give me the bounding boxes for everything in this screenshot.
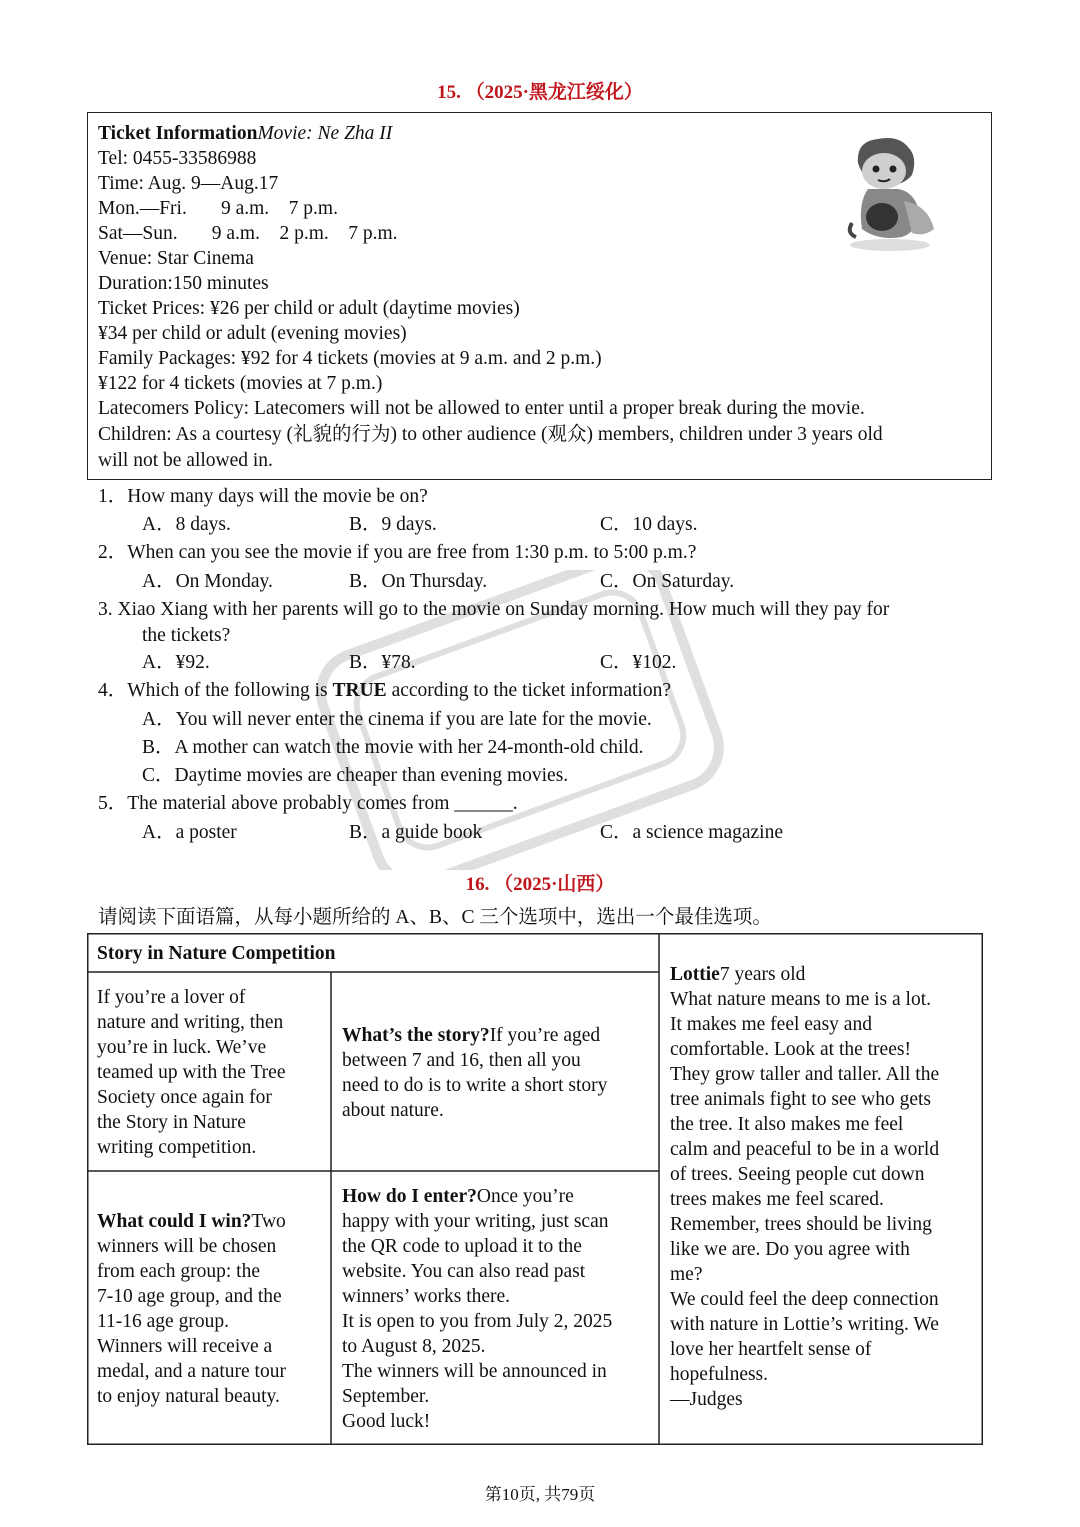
ticket-line: Family Packages: ¥92 for 4 tickets (movies at 9 a.m. and 2 p.m.) <box>98 348 602 369</box>
win-line: 11-16 age group. <box>97 1311 229 1332</box>
enter-line: September. <box>342 1386 430 1407</box>
question-4-stem <box>98 678 671 703</box>
question-3-stem: 3. Xiao Xiang with her parents will go to the movie on Sunday morning. How much will they pay for <box>98 599 890 620</box>
intro-line: If you’re a lover of <box>97 987 246 1008</box>
question-15-heading: 15. （2025·黑龙江绥化） <box>437 82 643 103</box>
lottie-name: Lottie <box>670 964 720 985</box>
story-cell <box>332 1023 659 1123</box>
intro-cell <box>87 985 331 1160</box>
question-4-option-a[interactable]: A．You will never enter the cinema if you are late for the movie. <box>142 709 652 730</box>
intro-line: the Story in Nature <box>97 1112 246 1133</box>
lottie-line: love her heartfelt sense of <box>670 1339 872 1360</box>
question-1-option-b[interactable]: B．9 days. <box>349 514 437 535</box>
page-number: 第10页, 共79页 <box>484 1485 596 1504</box>
lottie-line: the tree. It also makes me feel <box>670 1114 904 1135</box>
lottie-line: me? <box>670 1264 703 1285</box>
intro-line: writing competition. <box>97 1137 257 1158</box>
enter-line: It is open to you from July 2, 2025 <box>342 1311 613 1332</box>
enter-cell <box>332 1184 659 1434</box>
lottie-line: of trees. Seeing people cut down <box>670 1164 925 1185</box>
competition-table <box>87 933 983 1445</box>
question-3-option-c[interactable]: C．¥102. <box>600 652 677 673</box>
lottie-line: calm and peaceful to be in a world <box>670 1139 940 1160</box>
question-4-stem-true: TRUE <box>332 680 387 701</box>
question-16-instruction: 请阅读下面语篇，从每小题所给的 A、B、C 三个选项中，选出一个最佳选项。 <box>98 907 772 928</box>
lottie-line: comfortable. Look at the trees! <box>670 1039 911 1060</box>
win-cell <box>87 1209 331 1409</box>
movie-name: Movie: Ne Zha II <box>257 123 393 144</box>
lottie-line: We could feel the deep connection <box>670 1289 939 1310</box>
ticket-line: Latecomers Policy: Latecomers will not be allowed to enter until a proper break during the movie. <box>98 398 865 419</box>
story-line: between 7 and 16, then all you <box>342 1050 581 1071</box>
question-4-stem-a: 4．Which of the following is <box>98 680 333 701</box>
question-2-option-c[interactable]: C．On Saturday. <box>600 571 735 592</box>
lottie-line: with nature in Lottie’s writing. We <box>670 1314 939 1335</box>
ticket-line: ¥34 per child or adult (evening movies) <box>98 323 407 344</box>
win-heading: What could I win? <box>97 1211 252 1232</box>
table-title-cell <box>87 941 659 966</box>
enter-line <box>342 1184 649 1209</box>
question-3-option-a[interactable]: A．¥92. <box>142 652 210 673</box>
question-1-option-c[interactable]: C．10 days. <box>600 514 698 535</box>
win-line: Winners will receive a <box>97 1336 273 1357</box>
lottie-line: It makes me feel easy and <box>670 1014 872 1035</box>
question-2-option-b[interactable]: B．On Thursday. <box>349 571 488 592</box>
win-line: winners will be chosen <box>97 1236 277 1257</box>
lottie-line: —Judges <box>670 1389 743 1410</box>
ticket-line: will not be allowed in. <box>98 450 273 471</box>
ticket-line: Venue: Star Cinema <box>98 248 254 269</box>
enter-line: happy with your writing, just scan <box>342 1211 609 1232</box>
enter-line: Good luck! <box>342 1411 431 1432</box>
question-5-option-c[interactable]: C．a science magazine <box>600 822 783 843</box>
lottie-line: What nature means to me is a lot. <box>670 989 932 1010</box>
lottie-line: trees makes me feel scared. <box>670 1189 884 1210</box>
win-line <box>97 1209 321 1234</box>
ticket-line: Tel: 0455-33586988 <box>98 148 257 169</box>
question-5-stem: 5．The material above probably comes from ______. <box>98 793 518 814</box>
nezha-cartoon-icon <box>838 133 943 253</box>
ticket-line: Time: Aug. 9—Aug.17 <box>98 173 279 194</box>
story-heading: What’s the story? <box>342 1025 490 1046</box>
enter-line: the QR code to upload it to the <box>342 1236 582 1257</box>
intro-line: you’re in luck. We’ve <box>97 1037 267 1058</box>
question-3-stem-cont: the tickets? <box>142 625 231 646</box>
ticket-info-box <box>87 112 992 480</box>
question-1-option-a[interactable]: A．8 days. <box>142 514 231 535</box>
win-line: to enjoy natural beauty. <box>97 1386 280 1407</box>
ticket-line: Mon.—Fri. 9 a.m. 7 p.m. <box>98 198 338 219</box>
story-line: need to do is to write a short story <box>342 1075 608 1096</box>
question-4-option-c[interactable]: C．Daytime movies are cheaper than evening movies. <box>142 765 569 786</box>
lottie-line <box>670 962 973 987</box>
win-line: medal, and a nature tour <box>97 1361 286 1382</box>
ticket-title-line <box>98 121 392 146</box>
table-title: Story in Nature Competition <box>97 943 336 964</box>
question-5-option-b[interactable]: B．a guide book <box>349 822 483 843</box>
question-16-heading: 16. （2025·山西） <box>465 874 615 895</box>
ticket-line: Duration:150 minutes <box>98 273 269 294</box>
lottie-line: like we are. Do you agree with <box>670 1239 910 1260</box>
lottie-line: Remember, trees should be living <box>670 1214 932 1235</box>
story-line <box>342 1023 649 1048</box>
ticket-info-label: Ticket Information <box>98 123 258 144</box>
story-line: about nature. <box>342 1100 444 1121</box>
question-1-stem: 1．How many days will the movie be on? <box>98 486 428 507</box>
intro-line: teamed up with the Tree <box>97 1062 286 1083</box>
ticket-line: Sat—Sun. 9 a.m. 2 p.m. 7 p.m. <box>98 223 398 244</box>
intro-line: nature and writing, then <box>97 1012 284 1033</box>
enter-heading: How do I enter? <box>342 1186 477 1207</box>
enter-line: winners’ works there. <box>342 1286 511 1307</box>
ticket-line: Ticket Prices: ¥26 per child or adult (daytime movies) <box>98 298 520 319</box>
lottie-line: hopefulness. <box>670 1364 769 1385</box>
question-5-option-a[interactable]: A．a poster <box>142 822 237 843</box>
enter-text: Once you’re <box>476 1186 574 1207</box>
question-2-stem: 2．When can you see the movie if you are free from 1:30 p.m. to 5:00 p.m.? <box>98 542 697 563</box>
intro-line: Society once again for <box>97 1087 272 1108</box>
question-4-option-b[interactable]: B．A mother can watch the movie with her 24-month-old child. <box>142 737 644 758</box>
ticket-line: Children: As a courtesy (礼貌的行为) to other audience (观众) members, children under 3 years old <box>98 424 883 445</box>
lottie-line: tree animals fight to see who gets <box>670 1089 932 1110</box>
win-text: Two <box>251 1211 286 1232</box>
win-line: from each group: the <box>97 1261 260 1282</box>
lottie-age: 7 years old <box>719 964 806 985</box>
question-2-option-a[interactable]: A．On Monday. <box>142 571 273 592</box>
ticket-line: ¥122 for 4 tickets (movies at 7 p.m.) <box>98 373 383 394</box>
enter-line: to August 8, 2025. <box>342 1336 486 1357</box>
question-4-stem-c: according to the ticket information? <box>386 680 671 701</box>
lottie-cell <box>660 962 983 1412</box>
win-line: 7-10 age group, and the <box>97 1286 282 1307</box>
question-3-option-b[interactable]: B．¥78. <box>349 652 416 673</box>
lottie-line: They grow taller and taller. All the <box>670 1064 940 1085</box>
enter-line: website. You can also read past <box>342 1261 586 1282</box>
enter-line: The winners will be announced in <box>342 1361 607 1382</box>
story-text: If you’re aged <box>489 1025 601 1046</box>
